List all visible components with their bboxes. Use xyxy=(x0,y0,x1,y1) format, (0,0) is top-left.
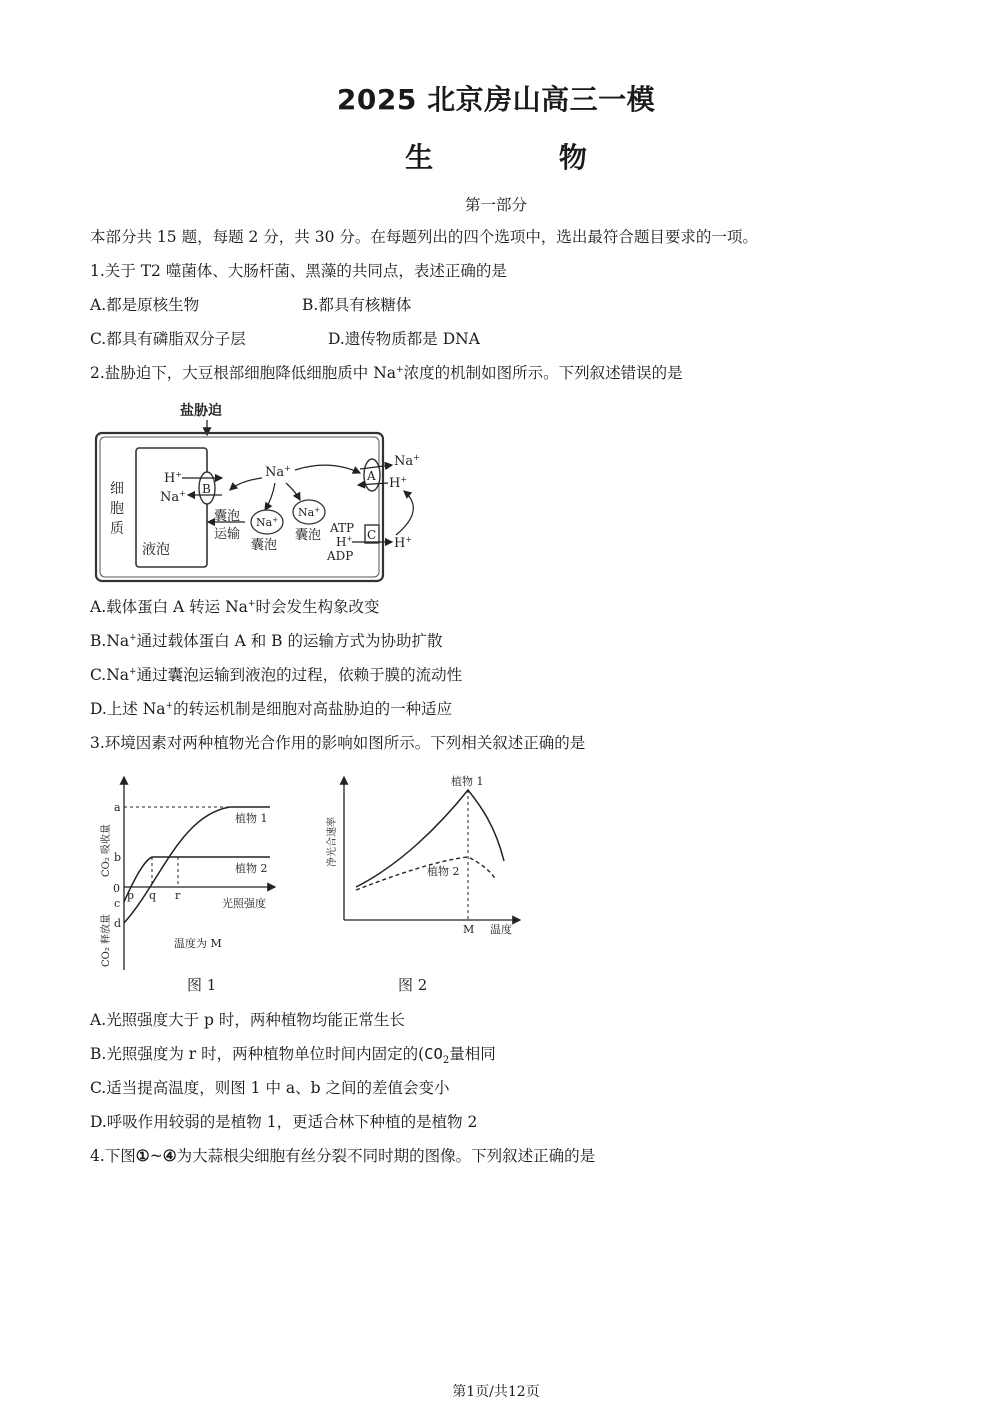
fig2-caption: 图 2 xyxy=(398,976,428,994)
vesicle-1-label: 囊泡 xyxy=(251,538,278,553)
fig2-series-2: 植物 2 xyxy=(427,865,460,878)
fig1-y-down-label: CO₂ 释放量 xyxy=(101,913,112,967)
vesicle-2-label: 囊泡 xyxy=(295,528,322,543)
a-h-label: H+ xyxy=(389,475,408,491)
q3-option-d: D.呼吸作用较弱的是植物 1，更适合林下种植的是植物 2 xyxy=(90,1113,478,1131)
page-footer: 第1页/共12页 xyxy=(452,1384,540,1400)
svg-text:Na+: Na+ xyxy=(298,506,321,519)
b-h-label: H+ xyxy=(164,470,183,486)
stress-label: 盐胁迫 xyxy=(180,403,222,419)
fig1-tick-a: a xyxy=(114,801,121,814)
fig1-tick-r: r xyxy=(175,889,181,902)
adp-label: ADP xyxy=(327,549,354,563)
fig1-condition: 温度为 M xyxy=(174,937,222,950)
fig1-tick-p: p xyxy=(127,889,135,902)
q3-figure-2 xyxy=(320,765,530,1000)
q2-option-c: C.Na+通过囊泡运输到液泡的过程，依赖于膜的流动性 xyxy=(90,666,463,684)
fig1-x-label: 光照强度 xyxy=(222,897,266,910)
q2-stem: 2.盐胁迫下，大豆根部细胞降低细胞质中 Na+浓度的机制如图所示。下列叙述错误的是 xyxy=(90,364,683,382)
fig1-tick-c: c xyxy=(114,897,121,910)
q2-option-b: B.Na+通过载体蛋白 A 和 B 的运输方式为协助扩散 xyxy=(90,632,443,650)
carrier-a-label: A xyxy=(367,469,376,483)
b-na-label: Na+ xyxy=(160,489,186,505)
q3-option-b: B.光照强度为 r 时，两种植物单位时间内固定的($CO_2$量相同 xyxy=(90,1045,496,1067)
atp-label: ATP xyxy=(330,521,355,535)
q2-figure xyxy=(90,395,430,590)
fig2-tick-m: M xyxy=(463,923,475,936)
center-na-label: Na+ xyxy=(265,464,291,480)
fig1-series-2: 植物 2 xyxy=(235,862,268,875)
section-heading: 第一部分 xyxy=(464,196,527,214)
q1-option-d: D.遗传物质都是 DNA xyxy=(328,330,480,348)
q3-stem: 3.环境因素对两种植物光合作用的影响如图所示。下列相关叙述正确的是 xyxy=(90,734,586,752)
fig2-plant2-curve xyxy=(356,857,496,890)
fig1-series-1: 植物 1 xyxy=(235,812,268,825)
c-h-out-label: H+ xyxy=(394,535,413,551)
c-h-in-label: H+ xyxy=(336,535,353,549)
cytoplasm-char-2: 胞 xyxy=(110,501,124,517)
fig2-y-label: 净光合速率 xyxy=(327,817,338,867)
cytoplasm-char-1: 细 xyxy=(110,481,124,497)
q3-figure-1 xyxy=(90,765,290,1000)
q1-option-a: A.都是原核生物 xyxy=(90,296,200,314)
svg-text:Na+: Na+ xyxy=(256,516,279,529)
q1-option-b: B.都具有核糖体 xyxy=(302,296,412,314)
cytoplasm-char-3: 质 xyxy=(110,521,124,537)
fig1-tick-d: d xyxy=(114,917,122,930)
vesicle-label-1: 囊泡 xyxy=(214,509,241,524)
subject-title: 生 物 xyxy=(405,141,645,174)
fig2-x-label: 温度 xyxy=(490,923,512,936)
pump-c-label: C xyxy=(367,528,377,542)
q1-stem: 1.关于 T2 噬菌体、大肠杆菌、黑藻的共同点，表述正确的是 xyxy=(90,262,507,280)
exam-title: 2025 北京房山高三一模 xyxy=(336,83,656,116)
q2-option-a: A.载体蛋白 A 转运 Na+时会发生构象改变 xyxy=(90,598,380,616)
vesicle-label-2: 运输 xyxy=(214,527,241,542)
fig1-tick-q: q xyxy=(149,889,157,902)
fig2-series-1: 植物 1 xyxy=(451,775,484,788)
carrier-b-label: B xyxy=(202,482,211,496)
fig1-y-up-label: CO₂ 吸收量 xyxy=(101,823,112,877)
a-na-label: Na+ xyxy=(394,453,420,469)
q4-stem: 4.下图①~④为大蒜根尖细胞有丝分裂不同时期的图像。下列叙述正确的是 xyxy=(90,1146,596,1165)
fig1-tick-0: 0 xyxy=(113,882,120,895)
q3-option-c: C.适当提高温度，则图 1 中 a、b 之间的差值会变小 xyxy=(90,1079,450,1097)
section-intro: 本部分共 15 题，每题 2 分，共 30 分。在每题列出的四个选项中，选出最符合题目要求的一项。 xyxy=(90,228,758,246)
vacuole-label: 液泡 xyxy=(142,542,170,558)
q3-option-a: A.光照强度大于 p 时，两种植物均能正常生长 xyxy=(90,1011,405,1029)
q1-option-c: C.都具有磷脂双分子层 xyxy=(90,330,246,348)
fig1-caption: 图 1 xyxy=(187,976,217,994)
fig1-tick-b: b xyxy=(114,851,122,864)
q2-option-d: D.上述 Na+的转运机制是细胞对高盐胁迫的一种适应 xyxy=(90,700,453,718)
